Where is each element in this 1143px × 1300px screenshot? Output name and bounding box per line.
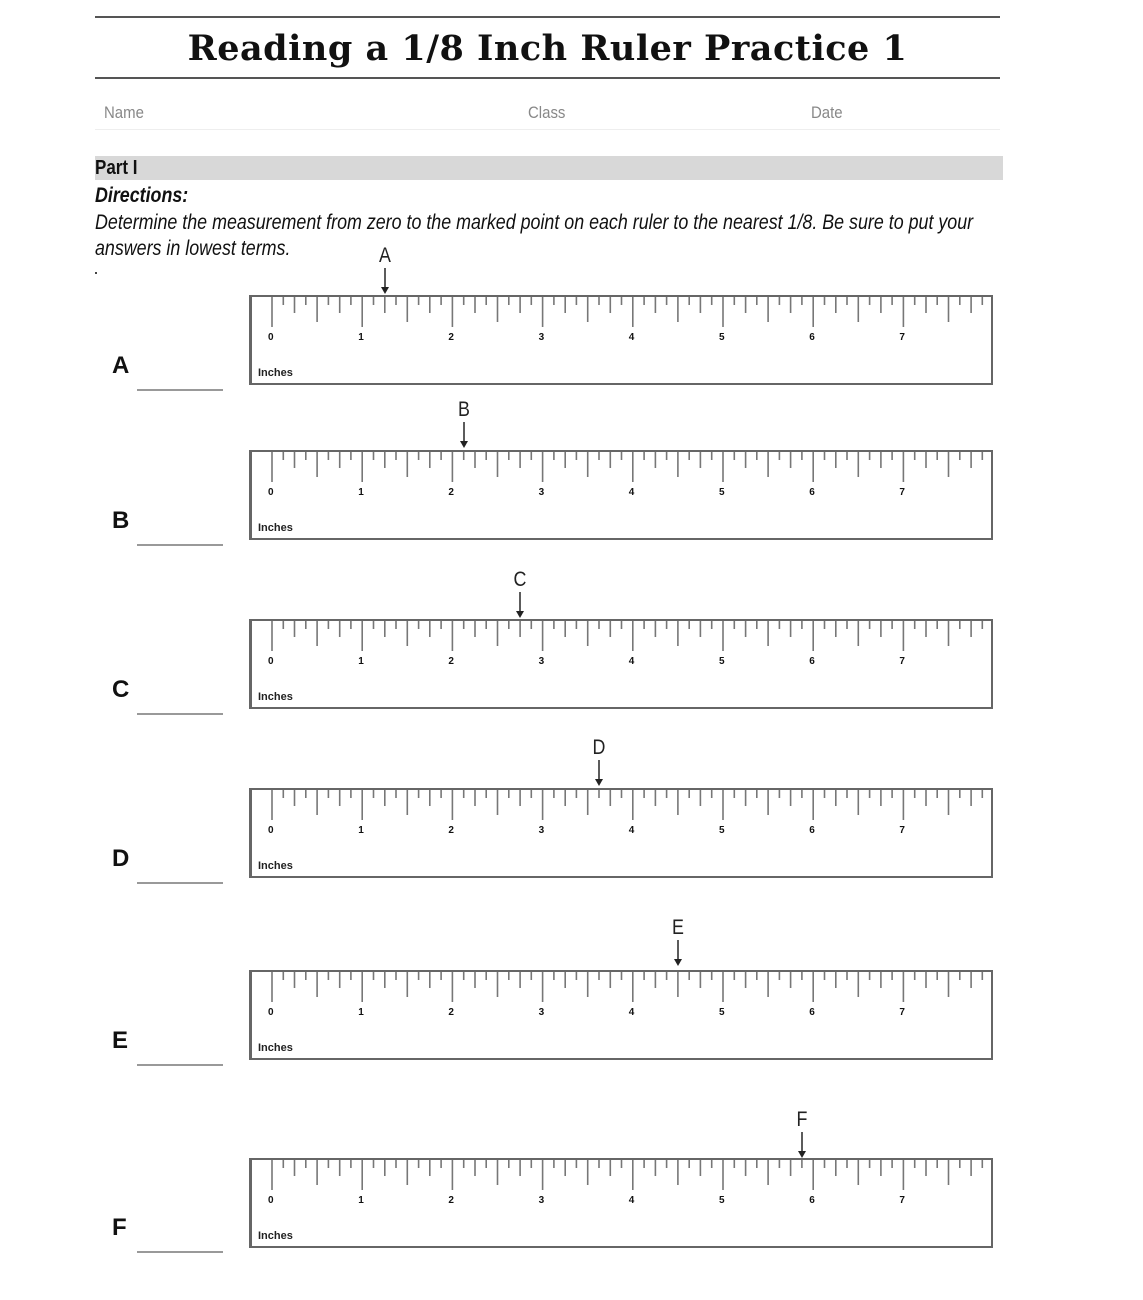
down-arrow-icon — [514, 592, 526, 618]
problem-letter: F — [112, 1214, 127, 1241]
inch-tick-label: 7 — [899, 656, 905, 667]
inch-tick-label: 5 — [719, 332, 725, 343]
class-field-label[interactable]: Class — [528, 103, 566, 122]
ruler-ticks — [252, 1160, 992, 1220]
inch-tick-label: 3 — [538, 1195, 545, 1206]
marker-letter: F — [796, 1108, 808, 1131]
ruler-ticks — [252, 452, 992, 512]
answer-blank[interactable] — [137, 713, 223, 715]
ruler — [249, 295, 993, 385]
marker-letter: A — [378, 244, 391, 267]
inch-tick-label: 4 — [628, 332, 635, 343]
ruler — [249, 788, 993, 878]
inch-tick-label: 0 — [268, 332, 274, 343]
ruler — [249, 619, 993, 709]
problem-letter: D — [112, 845, 130, 872]
top-rule — [95, 16, 1000, 18]
problem-letter: A — [112, 352, 130, 379]
inch-tick-label: 5 — [719, 1007, 725, 1018]
inch-tick-label: 6 — [809, 332, 815, 343]
inch-tick-label: 3 — [538, 1007, 545, 1018]
directions-heading: Directions: — [95, 184, 189, 207]
inch-tick-label: 4 — [628, 1007, 635, 1018]
inch-tick-label: 3 — [538, 487, 545, 498]
inch-tick-label: 0 — [268, 656, 274, 667]
inch-tick-label: 1 — [358, 656, 364, 667]
inch-tick-label: 7 — [899, 1195, 905, 1206]
worksheet-title: Reading a 1/8 Inch Ruler Practice 1 — [187, 28, 908, 69]
down-arrow-icon — [593, 760, 605, 786]
marker-letter: C — [513, 568, 527, 591]
inch-tick-label: 0 — [268, 487, 274, 498]
ruler-ticks — [252, 972, 992, 1032]
point-marker — [449, 398, 479, 448]
ruler — [249, 450, 993, 540]
inch-tick-label: 6 — [809, 656, 815, 667]
problem-letter: E — [112, 1027, 129, 1054]
unit-label: Inches — [258, 1230, 293, 1242]
date-field-label[interactable]: Date — [811, 103, 843, 122]
marker-letter: B — [457, 398, 470, 421]
unit-label: Inches — [258, 860, 293, 872]
point-marker — [663, 916, 693, 966]
inch-tick-label: 0 — [268, 825, 274, 836]
title-rule — [95, 77, 1000, 79]
inch-tick-label: 2 — [448, 1195, 454, 1206]
down-arrow-icon — [379, 268, 391, 294]
point-marker — [584, 736, 614, 786]
point-marker — [505, 568, 535, 618]
answer-blank[interactable] — [137, 882, 223, 884]
answer-blank[interactable] — [137, 1064, 223, 1066]
inch-tick-label: 4 — [628, 487, 635, 498]
inch-tick-label: 1 — [358, 332, 364, 343]
down-arrow-icon — [672, 940, 684, 966]
inch-tick-label: 1 — [358, 825, 364, 836]
problem-letter: B — [112, 507, 130, 534]
down-arrow-icon — [458, 422, 470, 448]
answer-blank[interactable] — [137, 544, 223, 546]
inch-tick-label: 4 — [628, 1195, 635, 1206]
unit-label: Inches — [258, 367, 293, 379]
inch-tick-label: 1 — [358, 1195, 364, 1206]
ruler — [249, 970, 993, 1060]
inch-tick-label: 3 — [538, 656, 545, 667]
inch-tick-label: 2 — [448, 332, 454, 343]
inch-tick-label: 2 — [448, 1007, 454, 1018]
inch-tick-label: 1 — [358, 487, 364, 498]
inch-tick-label: 1 — [358, 1007, 364, 1018]
unit-label: Inches — [258, 522, 293, 534]
name-field-label[interactable]: Name — [104, 103, 144, 122]
inch-tick-label: 7 — [899, 1007, 905, 1018]
inch-tick-label: 5 — [719, 656, 725, 667]
inch-tick-label: 5 — [719, 825, 725, 836]
inch-tick-label: 6 — [809, 1007, 815, 1018]
inch-tick-label: 7 — [899, 487, 905, 498]
inch-tick-label: 6 — [809, 1195, 815, 1206]
point-marker — [787, 1108, 817, 1158]
inch-tick-label: 4 — [628, 825, 635, 836]
ruler-ticks — [252, 790, 992, 850]
inch-tick-label: 3 — [538, 332, 545, 343]
inch-tick-label: 6 — [809, 825, 815, 836]
stray-dot — [95, 272, 97, 274]
inch-tick-label: 6 — [809, 487, 815, 498]
inch-tick-label: 0 — [268, 1007, 274, 1018]
inch-tick-label: 5 — [719, 487, 725, 498]
ruler-ticks — [252, 297, 992, 357]
inch-tick-label: 0 — [268, 1195, 274, 1206]
directions-text: Determine the measurement from zero to the marked point on each ruler to the nearest 1/8. Be sure to put your answers in lowest terms. — [95, 211, 974, 260]
point-marker — [370, 244, 400, 294]
inch-tick-label: 5 — [719, 1195, 725, 1206]
inch-tick-label: 3 — [538, 825, 545, 836]
header-fields — [95, 103, 1000, 130]
part-header — [95, 156, 1003, 180]
answer-blank[interactable] — [137, 389, 223, 391]
ruler-ticks — [252, 621, 992, 681]
answer-blank[interactable] — [137, 1251, 223, 1253]
inch-tick-label: 2 — [448, 487, 454, 498]
inch-tick-label: 7 — [899, 825, 905, 836]
inch-tick-label: 2 — [448, 656, 454, 667]
ruler — [249, 1158, 993, 1248]
unit-label: Inches — [258, 691, 293, 703]
inch-tick-label: 4 — [628, 656, 635, 667]
inch-tick-label: 7 — [899, 332, 905, 343]
inch-tick-label: 2 — [448, 825, 454, 836]
part-label: Part I — [95, 157, 138, 179]
down-arrow-icon — [796, 1132, 808, 1158]
unit-label: Inches — [258, 1042, 293, 1054]
problem-letter: C — [112, 676, 130, 703]
marker-letter: E — [671, 916, 684, 939]
marker-letter: D — [592, 736, 606, 759]
